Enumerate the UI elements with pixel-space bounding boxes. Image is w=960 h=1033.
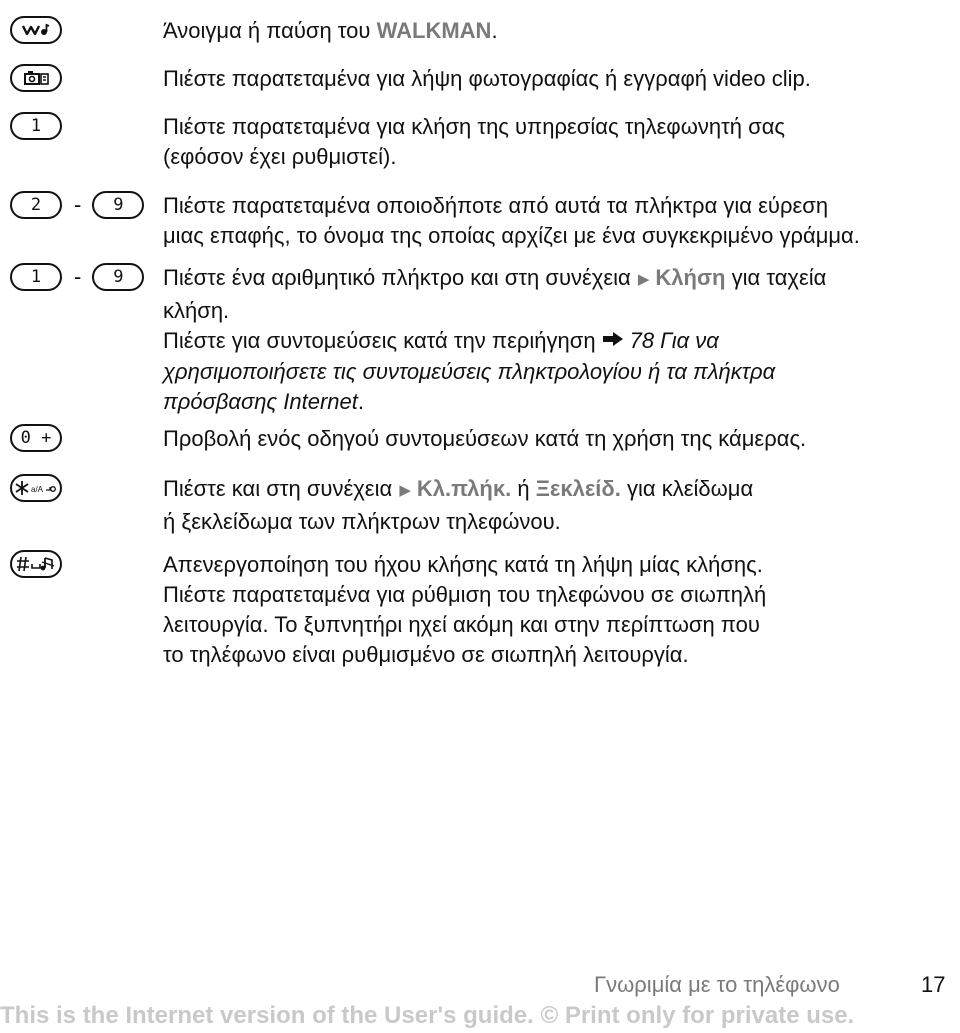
key-2-icon: 2 xyxy=(10,191,62,219)
unlock-keys-label: Ξεκλείδ. xyxy=(535,476,621,501)
key-9-icon: 9 xyxy=(92,263,144,291)
key-0-plus-icon: 0 + xyxy=(10,424,62,452)
key-9-icon: 9 xyxy=(92,191,144,219)
hash-key-icon xyxy=(10,550,62,578)
key-group xyxy=(10,474,62,502)
menu-arrow-icon: ▶ xyxy=(637,271,650,288)
key-group xyxy=(10,16,62,44)
row-text: Πιέστε ένα αριθμητικό πλήκτρο και στη συνέχεια ▶ Κλήση για ταχεία κλήση. Πιέστε για συντομεύσεις κατά την περιήγηση 78 Για να χρησιμοποιήσετε τις συντομεύσεις πληκτρολογίου ή τα πλήκτρα πρόσβασης Internet. xyxy=(163,265,827,415)
key-group xyxy=(10,112,62,140)
row-text: Πιέστε παρατεταμένα οποιοδήποτε από αυτά τα πλήκτρα για εύρεση μιας επαφής, το όνομα της οποίας αρχίζει με ένα συγκεκριμένο γράμμα. xyxy=(163,193,860,248)
walkman-key-icon xyxy=(10,16,62,44)
section-title: Γνωριμία με το τηλέφωνο xyxy=(594,972,840,997)
row-text: Πιέστε παρατεταμένα για λήψη φωτογραφίας ή εγγραφή video clip. xyxy=(163,66,811,91)
key-1-icon: 1 xyxy=(10,263,62,291)
row-text: Προβολή ενός οδηγού συντομεύσεων κατά τη χρήση της κάμερας. xyxy=(163,426,807,451)
key-group xyxy=(10,191,144,219)
walkman-label: WALKMAN xyxy=(376,18,492,43)
call-label: Κλήση xyxy=(655,265,726,290)
row-text: Άνοιγμα ή παύση του WALKMAN. xyxy=(163,18,498,43)
key-group xyxy=(10,424,62,452)
camera-key-icon xyxy=(10,64,62,92)
page-reference-link: 78 Για να xyxy=(629,328,719,353)
key-1-icon: 1 xyxy=(10,112,62,140)
key-group xyxy=(10,550,62,578)
key-range-separator: - xyxy=(74,192,82,217)
row-text: Πιέστε παρατεταμένα για κλήση της υπηρεσίας τηλεφωνητή σας (εφόσον έχει ρυθμιστεί). xyxy=(163,114,786,169)
key-group xyxy=(10,263,144,291)
star-key-icon xyxy=(10,474,62,502)
row-text: Πιέστε και στη συνέχεια ▶ Κλ.πλήκ. ή Ξεκλείδ. για κλείδωμα ή ξεκλείδωμα των πλήκτρων τηλεφώνου. xyxy=(163,476,754,534)
menu-arrow-icon: ▶ xyxy=(399,482,411,499)
internet-version-disclaimer: This is the Internet version of the User's guide. © Print only for private use. xyxy=(0,1002,855,1029)
key-group xyxy=(10,64,62,92)
lock-keys-label: Κλ.πλήκ. xyxy=(416,476,512,501)
page-reference-arrow-icon xyxy=(602,325,624,355)
row-text: Απενεργοποίηση του ήχου κλήσης κατά τη λήψη μίας κλήσης. Πιέστε παρατεταμένα για ρύθμιση του τηλεφώνου σε σιωπηλή λειτουργία. Το ξυπνητήρι ηχεί ακόμη και στην περίπτωση που το τηλέφωνο είναι ρυθμισμένο σε σιωπηλή λειτουργία. xyxy=(163,552,767,667)
svg-text:a/A: a/A xyxy=(31,485,44,494)
page-number: 17 xyxy=(921,972,946,997)
key-range-separator: - xyxy=(74,264,82,289)
